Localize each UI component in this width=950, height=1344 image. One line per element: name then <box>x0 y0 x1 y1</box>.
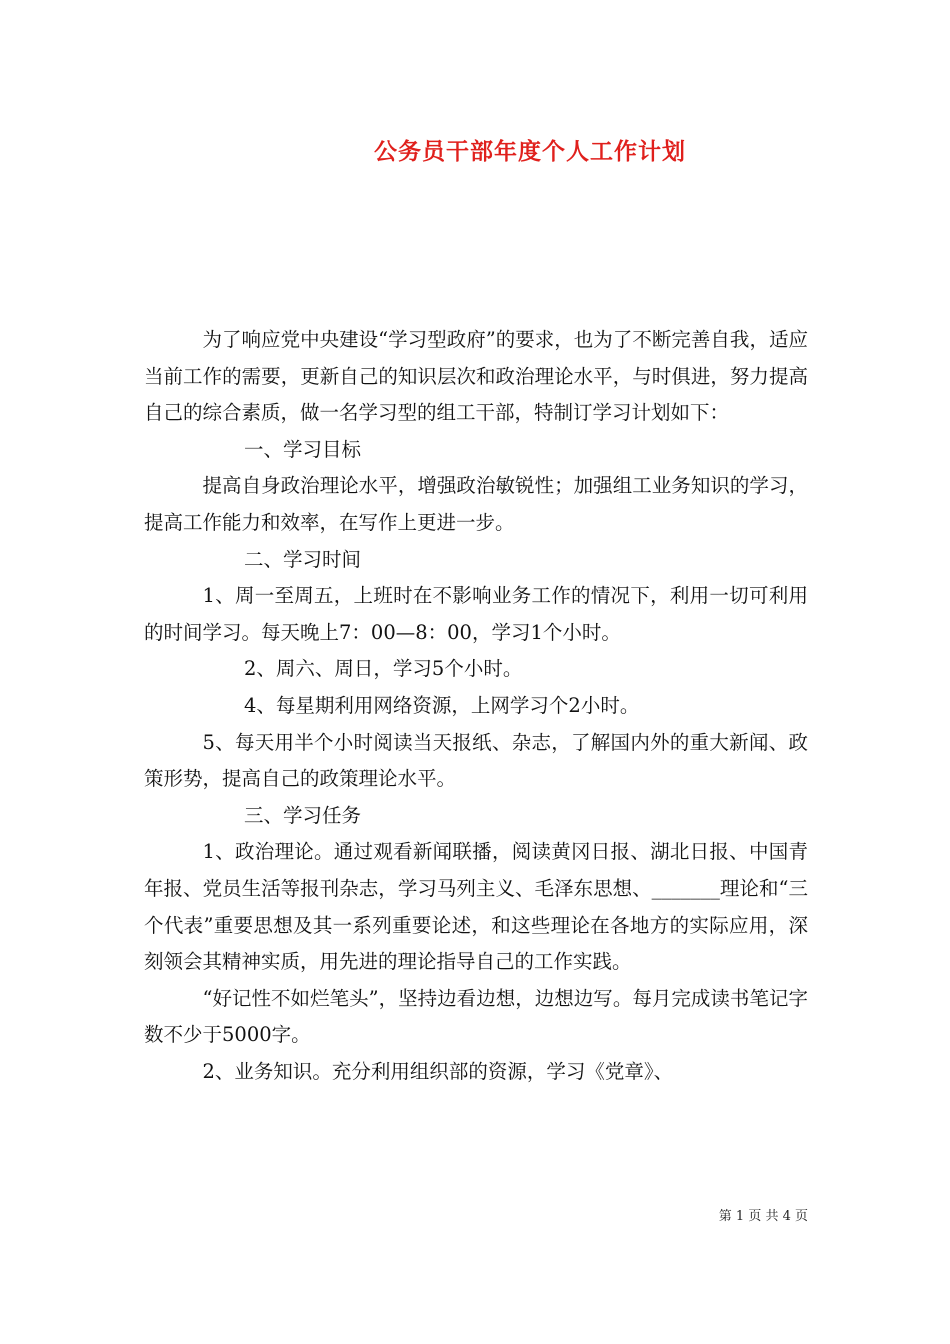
goals-paragraph: 提高自身政治理论水平，增强政治敏锐性；加强组工业务知识的学习，提高工作能力和效率，在写作上更进一步。 <box>144 474 808 534</box>
notes-paragraph: “好记性不如烂笔头”，坚持边看边想，边想边写。每月完成读书笔记字数不少于5000字。 <box>144 986 808 1047</box>
time-item-2: 2、周六、周日，学习5个小时。 <box>244 657 523 681</box>
task-item-1: 1、政治理论。通过观看新闻联播，阅读黄冈日报、湖北日报、中国青年报、党员生活等报刊杂志，学习马列主义、毛泽东思想、_______理论和“三个代表”重要思想及其一系列重要论述，和这些理论在各地方的实际应用，深刻领会其精神实质，用先进的理论指导自己的工作实践。 <box>144 840 808 974</box>
time-item-1: 1、周一至周五，上班时在不影响业务工作的情况下，利用一切可利用的时间学习。每天晚上7：00—8：00，学习1个小时。 <box>144 584 808 644</box>
page-number-footer: 第 1 页 共 4 页 <box>718 1209 808 1224</box>
section-heading-tasks: 三、学习任务 <box>244 803 362 827</box>
section-heading-goals: 一、学习目标 <box>244 437 362 461</box>
intro-paragraph: 为了响应党中央建设“学习型政府”的要求，也为了不断完善自我，适应当前工作的需要，更新自己的知识层次和政治理论水平，与时俱进，努力提高自己的综合素质，做一名学习型的组工干部，特制订学习计划如下： <box>144 328 808 425</box>
task-item-2: 2、业务知识。充分利用组织部的资源，学习《党章》、 <box>202 1059 674 1083</box>
document-body <box>144 322 808 1090</box>
page-title: 公务员干部年度个人工作计划 <box>374 138 686 165</box>
time-item-4: 4、每星期利用网络资源，上网学习个2小时。 <box>244 693 640 717</box>
time-item-5: 5、每天用半个小时阅读当天报纸、杂志，了解国内外的重大新闻、政策形势，提高自己的政策理论水平。 <box>144 730 808 791</box>
section-heading-time: 二、学习时间 <box>244 547 362 571</box>
